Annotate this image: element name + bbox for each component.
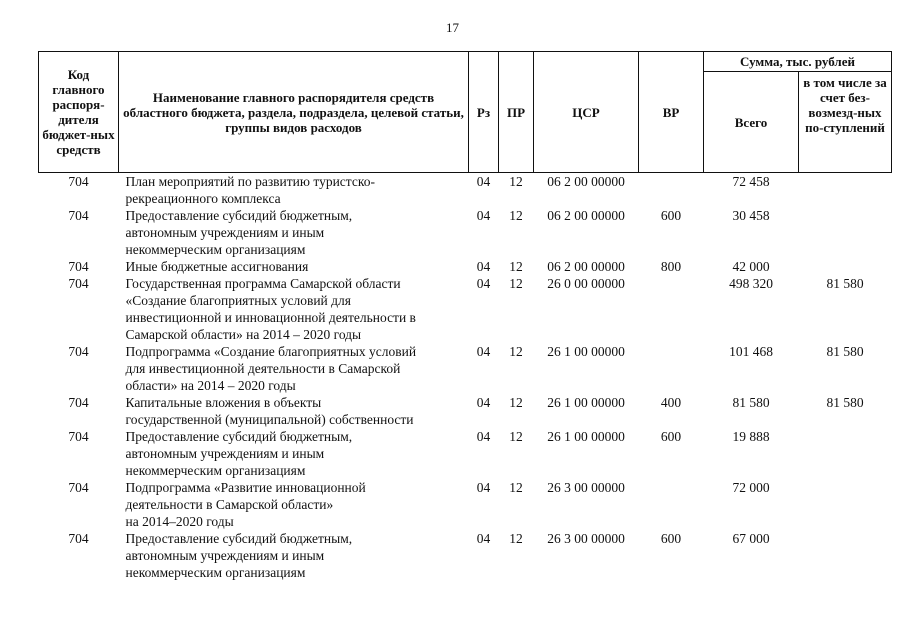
name-line: некоммерческим организациям (125, 242, 306, 257)
free-cell (799, 258, 892, 275)
rz-cell: 04 (476, 259, 491, 274)
budget-table (38, 51, 892, 581)
total-cell: 81 580 (732, 395, 770, 410)
csr-cell: 26 1 00 00000 (547, 429, 625, 444)
code-cell: 704 (68, 174, 89, 189)
name-line: автономным учреждениям и иным (125, 548, 325, 563)
vr-cell (639, 343, 704, 394)
name-line: Подпрограмма «Создание благоприятных условий (125, 344, 417, 359)
name-cell (119, 275, 469, 343)
vr-cell (639, 275, 704, 343)
total-cell: 30 458 (732, 208, 770, 223)
table-row (39, 275, 892, 343)
csr-cell: 06 2 00 00000 (547, 208, 625, 223)
name-line: автономным учреждениям и иным (125, 225, 325, 240)
rz-cell: 04 (476, 429, 491, 444)
free-cell (799, 173, 892, 208)
code-cell: 704 (68, 344, 89, 359)
pr-cell: 12 (509, 480, 523, 495)
name-line: Предоставление субсидий бюджетным, (125, 208, 353, 223)
total-cell: 72 458 (732, 174, 770, 189)
vr-cell: 400 (660, 395, 682, 410)
name-line: рекреационного комплекса (125, 191, 281, 206)
name-cell (119, 207, 469, 258)
code-cell: 704 (68, 429, 89, 444)
free-cell: 81 580 (826, 395, 864, 410)
pr-cell: 12 (509, 395, 523, 410)
vr-cell (639, 173, 704, 208)
name-line: для инвестиционной деятельности в Самарской (125, 361, 401, 376)
pr-cell: 12 (509, 531, 523, 546)
rz-cell: 04 (476, 395, 491, 410)
csr-cell: 26 1 00 00000 (547, 395, 625, 410)
rz-cell: 04 (476, 276, 491, 291)
free-cell (799, 530, 892, 581)
table-row (39, 479, 892, 530)
pr-cell: 12 (509, 174, 523, 189)
table-row (39, 173, 892, 208)
total-cell: 101 468 (729, 344, 773, 359)
code-cell: 704 (68, 395, 89, 410)
code-cell: 704 (68, 480, 89, 495)
name-cell (119, 428, 469, 479)
free-cell (799, 479, 892, 530)
free-cell: 81 580 (826, 276, 864, 291)
total-cell: 498 320 (729, 276, 773, 291)
name-cell (119, 343, 469, 394)
table-row (39, 428, 892, 479)
name-line: государственной (муниципальной) собственности (125, 412, 414, 427)
name-line: Подпрограмма «Развитие инновационной (125, 480, 366, 495)
table-row (39, 207, 892, 258)
csr-cell: 26 0 00 00000 (547, 276, 625, 291)
name-line: Предоставление субсидий бюджетным, (125, 429, 353, 444)
name-line: деятельности в Самарской области» (125, 497, 334, 512)
rz-cell: 04 (476, 531, 491, 546)
pr-cell: 12 (509, 429, 523, 444)
rz-cell: 04 (476, 344, 491, 359)
header-pr: ПР (499, 52, 534, 173)
pr-cell: 12 (509, 276, 523, 291)
pr-cell: 12 (509, 208, 523, 223)
header-csr: ЦСР (534, 52, 639, 173)
table-row (39, 530, 892, 581)
name-line: Государственная программа Самарской области (125, 276, 401, 291)
name-line: Самарской области» на 2014 – 2020 годы (125, 327, 362, 342)
csr-cell: 06 2 00 00000 (547, 174, 625, 189)
pr-cell: 12 (509, 344, 523, 359)
page-number: 17 (446, 20, 459, 35)
vr-cell (639, 479, 704, 530)
code-cell: 704 (68, 276, 89, 291)
csr-cell: 26 3 00 00000 (547, 480, 625, 495)
name-line: План мероприятий по развитию туристско- (125, 174, 375, 189)
csr-cell: 26 3 00 00000 (547, 531, 625, 546)
header-name: Наименование главного распорядителя средств областного бюджета, раздела, подраздела, целевой статьи, группы видов расходов (119, 52, 469, 173)
total-cell: 42 000 (732, 259, 770, 274)
table-header (39, 52, 892, 173)
free-cell (799, 207, 892, 258)
total-cell: 72 000 (732, 480, 770, 495)
pr-cell: 12 (509, 259, 523, 274)
code-cell: 704 (68, 259, 89, 274)
name-cell (119, 258, 469, 275)
name-line: некоммерческим организациям (125, 565, 306, 580)
header-free: в том числе за счет без-возмезд-ных по-ступлений (799, 72, 892, 173)
table-body (39, 173, 892, 582)
vr-cell: 600 (660, 208, 682, 223)
name-line: инвестиционной и инновационной деятельности в (125, 310, 416, 325)
header-rz: Рз (469, 52, 499, 173)
name-cell (119, 394, 469, 428)
csr-cell: 06 2 00 00000 (547, 259, 625, 274)
rz-cell: 04 (476, 480, 491, 495)
rz-cell: 04 (476, 174, 491, 189)
name-cell (119, 530, 469, 581)
csr-cell: 26 1 00 00000 (547, 344, 625, 359)
header-total: Всего (704, 72, 799, 173)
free-cell (799, 428, 892, 479)
total-cell: 67 000 (732, 531, 770, 546)
header-sum: Сумма, тыс. рублей (704, 52, 892, 72)
table-row (39, 394, 892, 428)
name-line: области» на 2014 – 2020 годы (125, 378, 296, 393)
name-line: Иные бюджетные ассигнования (125, 259, 309, 274)
vr-cell: 600 (660, 531, 682, 546)
name-cell (119, 173, 469, 208)
name-line: некоммерческим организациям (125, 463, 306, 478)
name-line: «Создание благоприятных условий для (125, 293, 351, 308)
header-code: Код главного распоря-дителя бюджет-ных средств (39, 52, 119, 173)
rz-cell: 04 (476, 208, 491, 223)
free-cell: 81 580 (826, 344, 864, 359)
header-vr: ВР (639, 52, 704, 173)
table-row (39, 258, 892, 275)
code-cell: 704 (68, 531, 89, 546)
name-line: Капитальные вложения в объекты (125, 395, 322, 410)
name-cell (119, 479, 469, 530)
table-row (39, 343, 892, 394)
vr-cell: 600 (660, 429, 682, 444)
total-cell: 19 888 (732, 429, 770, 444)
vr-cell: 800 (660, 259, 682, 274)
name-line: автономным учреждениям и иным (125, 446, 325, 461)
name-line: на 2014–2020 годы (125, 514, 234, 529)
name-line: Предоставление субсидий бюджетным, (125, 531, 353, 546)
code-cell: 704 (68, 208, 89, 223)
